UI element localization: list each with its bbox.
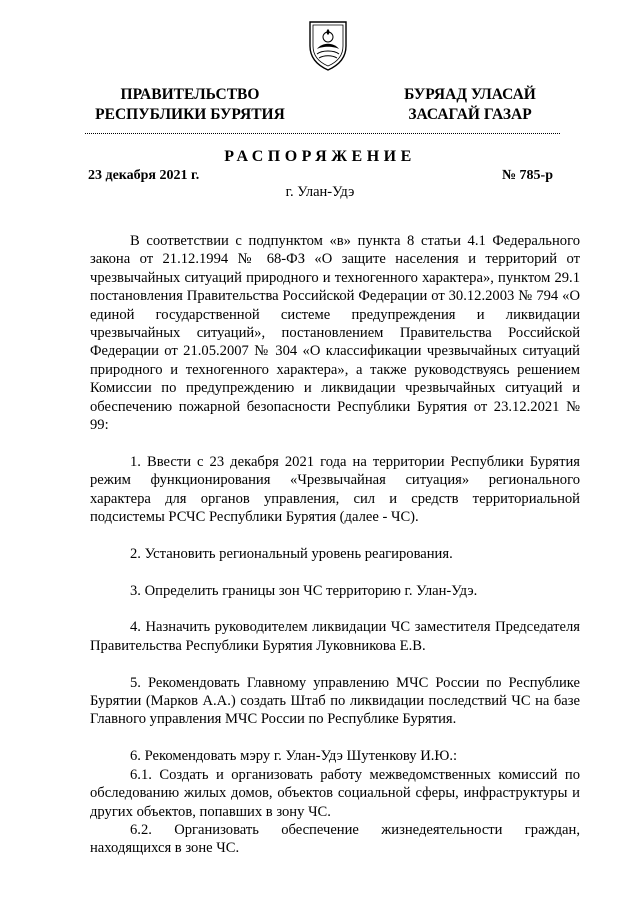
paragraph-1: 1. Ввести с 23 декабря 2021 года на территории Республики Бурятия режим функционирования «Чрезвычайная ситуация» регионального характера для органов управления, сил и средств территориальной подсистемы РСЧС Республики Бурятия (далее - ЧС).	[90, 453, 580, 526]
document-date: 23 декабря 2021 г.	[88, 168, 200, 183]
paragraph-6-2: 6.2. Организовать обеспечение жизнедеятельности граждан, находящихся в зоне ЧС.	[90, 821, 580, 857]
org-right-line2: ЗАСАГАЙ ГАЗАР	[408, 106, 532, 123]
document-type: РАСПОРЯЖЕНИЕ	[224, 148, 416, 165]
paragraph-6-1: 6.1. Создать и организовать работу межведомственных комиссий по обследованию жилых домов, объектов социальной сферы, инфраструктуры и других объектов, попавших в зону ЧС.	[90, 766, 580, 820]
paragraph-3: 3. Определить границы зон ЧС территорию г. Улан-Удэ.	[130, 582, 478, 599]
paragraph-2: 2. Установить региональный уровень реагирования.	[130, 545, 453, 562]
document-number: № 785-р	[501, 168, 553, 183]
header-divider	[85, 133, 560, 134]
coat-of-arms-icon	[304, 16, 352, 72]
org-right-line1: БУРЯАД УЛАСАЙ	[404, 86, 536, 103]
org-left-line2: РЕСПУБЛИКИ БУРЯТИЯ	[95, 106, 285, 123]
paragraph-6: 6. Рекомендовать мэру г. Улан-Удэ Шутенкову И.Ю.:	[130, 748, 458, 765]
preamble-paragraph: В соответствии с подпунктом «в» пункта 8 статьи 4.1 Федерального закона от 21.12.1994 № 68-ФЗ «О защите населения и территорий от чрезвычайных ситуаций природного и техногенного характера», пунктом 29.1 постановления Правительства Российской Федерации от 30.12.2003 № 794 «О единой государственной системе предупреждения и ликвидации чрезвычайных ситуаций», постановлением Правительства Российской Федерации от 21.05.2007 № 304 «О классификации чрезвычайных ситуаций природного и техногенного характера», а также руководствуясь решением Комиссии по предупреждению и ликвидации чрезвычайных ситуаций и обеспечению пожарной безопасности Республики Бурятия от 23.12.2021 № 99:	[90, 233, 580, 434]
organization-name-russian	[85, 85, 295, 125]
paragraph-5: 5. Рекомендовать Главному управлению МЧС России по Республике Бурятии (Марков А.А.) создать Штаб по ликвидации последствий ЧС на базе Главного управления МЧС России по Республике Бурятия.	[90, 674, 580, 728]
document-body	[90, 232, 580, 858]
org-left-line1: ПРАВИТЕЛЬСТВО	[120, 86, 260, 103]
organization-name-buryat	[380, 85, 560, 125]
document-city: г. Улан-Удэ	[285, 184, 355, 200]
paragraph-4: 4. Назначить руководителем ликвидации ЧС заместителя Председателя Правительства Республики Бурятия Луковникова Е.В.	[90, 619, 580, 654]
